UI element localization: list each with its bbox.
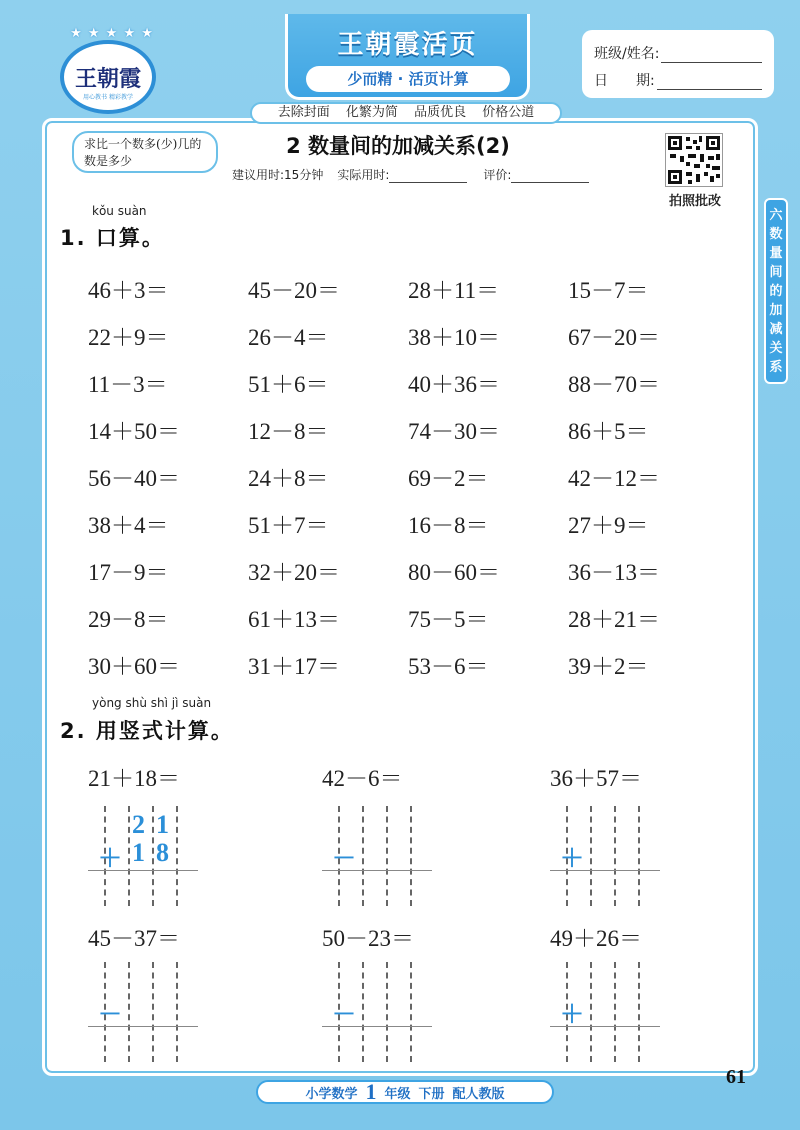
column-guide [362, 962, 364, 1062]
mental-math-problem[interactable]: 32＋20＝ [248, 560, 340, 585]
book-footer [256, 1080, 554, 1104]
vertical-calc-box[interactable] [322, 962, 432, 1062]
mental-math-problem[interactable]: 61＋13＝ [248, 607, 340, 632]
mental-math-problem[interactable]: 28＋21＝ [568, 607, 660, 632]
mental-math-grid [88, 265, 728, 688]
mental-math-problem[interactable]: 29－8＝ [88, 607, 169, 632]
mental-math-problem[interactable]: 38＋4＝ [88, 513, 169, 538]
vertical-problem: 21＋18＝ [88, 766, 180, 791]
mental-math-problem[interactable]: 51＋7＝ [248, 513, 329, 538]
column-guide [152, 806, 154, 906]
operator-sign: ＋ [560, 844, 584, 872]
mental-math-problem[interactable]: 39＋2＝ [568, 654, 649, 679]
problem-row [88, 547, 728, 594]
column-guide [152, 962, 154, 1062]
chapter-side-tab-text: 六 数 量 间 的 加 减 关 系 [769, 208, 783, 375]
problem-row [88, 500, 728, 547]
column-guide [614, 806, 616, 906]
example-digit: 1 [156, 810, 169, 839]
column-guide [386, 962, 388, 1062]
mental-math-problem[interactable]: 86＋5＝ [568, 419, 649, 444]
score-field[interactable] [511, 171, 589, 183]
vertical-problem: 36＋57＝ [550, 766, 642, 791]
brand-title: 王朝霞活页 [337, 30, 478, 60]
problem-row [88, 265, 728, 312]
mental-math-problem[interactable]: 75－5＝ [408, 607, 489, 632]
chapter-side-tab [764, 198, 788, 384]
timing-row [232, 166, 589, 183]
vertical-calc-box[interactable] [550, 806, 660, 906]
column-guide [386, 806, 388, 906]
column-guide [410, 962, 412, 1062]
mental-math-problem[interactable]: 22＋9＝ [88, 325, 169, 350]
qr-label: 拍照批改 [668, 194, 721, 209]
mental-math-problem[interactable]: 15－7＝ [568, 278, 649, 303]
score-label: 评价: [483, 168, 512, 182]
motto: 价格公道 [482, 105, 535, 120]
section1-title: 1. 口算。 [60, 226, 165, 250]
actual-time-label: 实际用时: [337, 168, 390, 182]
page-number: 61 [726, 1066, 746, 1088]
mental-math-problem[interactable]: 26－4＝ [248, 325, 329, 350]
mental-math-problem[interactable]: 42－12＝ [568, 466, 660, 491]
vertical-calc-box[interactable] [88, 806, 198, 906]
qr-code-icon [666, 134, 722, 186]
section2-title: 2. 用竖式计算。 [60, 719, 234, 743]
class-name-label: 班级/姓名: [594, 46, 660, 62]
problem-row [88, 406, 728, 453]
mental-math-problem[interactable]: 80－60＝ [408, 560, 500, 585]
date-field[interactable] [657, 73, 762, 90]
date-label: 日 期: [594, 73, 655, 89]
footer-subject: 小学数学 [305, 1086, 358, 1102]
operator-sign: － [332, 844, 356, 872]
mental-math-problem[interactable]: 74－30＝ [408, 419, 500, 444]
example-digit: 2 [132, 810, 145, 839]
problem-row [88, 453, 728, 500]
mental-math-problem[interactable]: 36－13＝ [568, 560, 660, 585]
operator-sign: － [98, 1000, 122, 1028]
mental-math-problem[interactable]: 30＋60＝ [88, 654, 180, 679]
example-digit: 1 [132, 838, 145, 867]
mental-math-problem[interactable]: 45－20＝ [248, 278, 340, 303]
mental-math-problem[interactable]: 11－3＝ [88, 372, 168, 397]
problem-row [88, 594, 728, 641]
column-guide [128, 806, 130, 906]
column-guide [176, 962, 178, 1062]
operator-sign: － [332, 1000, 356, 1028]
mental-math-problem[interactable]: 56－40＝ [88, 466, 180, 491]
mental-math-problem[interactable]: 69－2＝ [408, 466, 489, 491]
mental-math-problem[interactable]: 16－8＝ [408, 513, 489, 538]
logo-subtitle: 用心教书 精彩教学 [83, 94, 133, 101]
brand-slogan: 少而精 · 活页计算 [306, 66, 510, 92]
footer-grade-number: 1 [365, 1079, 377, 1104]
vertical-problem: 49＋26＝ [550, 926, 642, 951]
vertical-calc-box[interactable] [88, 962, 198, 1062]
mental-math-problem[interactable]: 88－70＝ [568, 372, 660, 397]
mental-math-problem[interactable]: 53－6＝ [408, 654, 489, 679]
example-digit: 8 [156, 838, 169, 867]
logo-stars: ★ ★ ★ ★ ★ [70, 26, 154, 41]
column-guide [410, 806, 412, 906]
mental-math-problem[interactable]: 28＋11＝ [408, 278, 500, 303]
mental-math-problem[interactable]: 51＋6＝ [248, 372, 329, 397]
mental-math-problem[interactable]: 12－8＝ [248, 419, 329, 444]
column-guide [590, 806, 592, 906]
logo-text: 王朝霞 [74, 66, 141, 92]
section1-pinyin: kǒu suàn [92, 204, 147, 218]
lesson-title: 2 数量间的加减关系(2) [286, 134, 510, 158]
footer-grade: 年级 [384, 1086, 411, 1102]
lesson-tag: 求比一个数多(少)几的数是多少 [72, 131, 218, 173]
vertical-problem: 45－37＝ [88, 926, 180, 951]
motto: 去除封面 [277, 105, 330, 120]
column-guide [128, 962, 130, 1062]
qr-code[interactable] [665, 133, 723, 187]
operator-sign: ＋ [560, 1000, 584, 1028]
mental-math-problem[interactable]: 38＋10＝ [408, 325, 500, 350]
motto: 化繁为简 [345, 105, 398, 120]
actual-time-field[interactable] [389, 171, 467, 183]
footer-edition: 配人教版 [452, 1086, 505, 1102]
operator-sign: ＋ [98, 844, 122, 872]
footer-term: 下册 [418, 1086, 445, 1102]
section2-pinyin: yòng shù shì jì suàn [92, 696, 212, 710]
mental-math-problem[interactable]: 46＋3＝ [88, 278, 169, 303]
vertical-calc-box[interactable] [550, 962, 660, 1062]
motto: 品质优良 [414, 105, 467, 120]
problem-row [88, 641, 728, 688]
suggested-time: 建议用时:15分钟 [232, 168, 324, 182]
mental-math-problem[interactable]: 67－20＝ [568, 325, 660, 350]
mental-math-problem[interactable]: 24＋8＝ [248, 466, 329, 491]
problem-row [88, 359, 728, 406]
column-guide [590, 962, 592, 1062]
student-info-box [582, 30, 774, 98]
column-guide [638, 962, 640, 1062]
brand-mottos [250, 102, 562, 124]
mental-math-problem[interactable]: 31＋17＝ [248, 654, 340, 679]
column-guide [614, 962, 616, 1062]
mental-math-problem[interactable]: 40＋36＝ [408, 372, 500, 397]
column-guide [638, 806, 640, 906]
column-guide [362, 806, 364, 906]
brand-logo [60, 26, 156, 114]
class-name-row [594, 36, 762, 63]
vertical-problem: 50－23＝ [322, 926, 414, 951]
mental-math-problem[interactable]: 14＋50＝ [88, 419, 180, 444]
column-guide [176, 806, 178, 906]
problem-row [88, 312, 728, 359]
class-name-field[interactable] [661, 46, 762, 63]
mental-math-problem[interactable]: 17－9＝ [88, 560, 169, 585]
vertical-calc-box[interactable] [322, 806, 432, 906]
date-row [594, 63, 762, 90]
vertical-problem: 42－6＝ [322, 766, 403, 791]
brand-banner [285, 14, 530, 100]
mental-math-problem[interactable]: 27＋9＝ [568, 513, 649, 538]
